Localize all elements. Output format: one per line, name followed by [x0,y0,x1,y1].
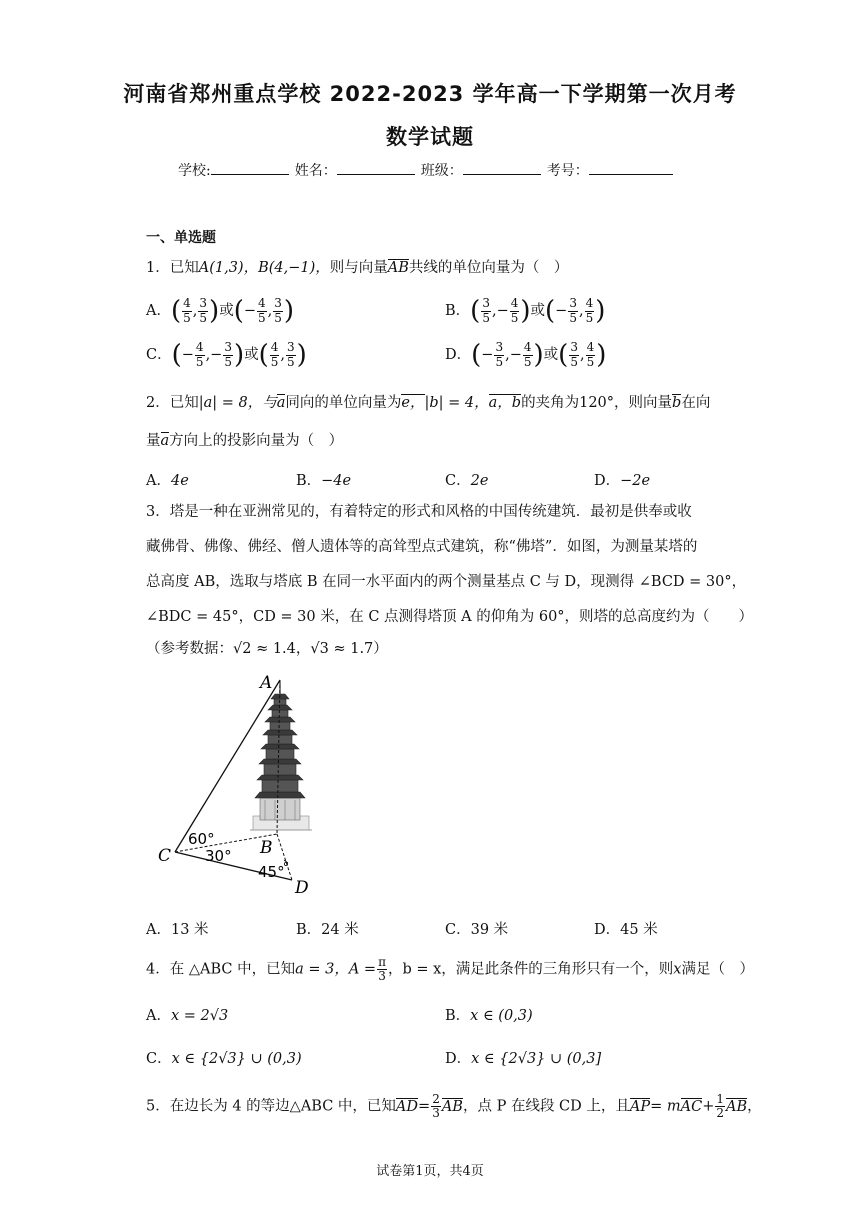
question-2-stem-line2: 量a方向上的投影向量为（ ） [146,433,344,449]
label-b: B [260,838,273,858]
q1-text: 1．已知 [146,260,199,276]
section-heading: 一、单选题 [146,230,216,246]
label-c: C [158,846,172,866]
question-3-line2: 藏佛骨、佛像、佛经、僧人遗体等的高耸型点式建筑，称“佛塔”．如图，为测量某塔的 [146,539,698,555]
q2-option-b[interactable]: B．−4e [296,473,352,489]
name-label: 姓名： [294,163,337,179]
q3-option-d[interactable]: D．45 米 [594,922,658,938]
q1-option-b[interactable]: B．( $\frac{3}{5}$ ,− $\frac{4}{5}$ )或(− $\frac{3}{5}$ , $\frac{4}{5}$ ) [445,296,606,326]
q4-option-b[interactable]: B．x ∈ (0,3) [445,1008,533,1024]
label-a: A [260,673,273,693]
exam-no-label: 考号： [546,163,589,179]
option-label: A． [146,303,171,319]
q3-option-a[interactable]: A．13 米 [146,922,209,938]
q2-option-c[interactable]: C．2e [445,473,489,489]
angle-30-label: 30° [205,847,232,865]
page-title: 河南省郑州重点学校 2022-2023 学年高一下学期第一次月考 [123,82,737,106]
class-blank [463,162,541,175]
student-info-row [178,160,679,180]
q2-option-a[interactable]: A．4e [146,473,189,489]
q1-point-a: A(1,3)， [198,260,259,276]
q4-option-a[interactable]: A．x = 2√3 [146,1008,229,1024]
q4-option-d[interactable]: D．x ∈ {2√3} ∪ (0,3] [445,1051,602,1067]
page-footer: 试卷第1页，共4页 [376,1164,484,1179]
q1-point-b: B(4,−1)， [258,260,330,276]
question-2-stem: 2．已知|a| = 8，与a同向的单位向量为e，|b| = 4，a，b的夹角为120°，则向量b在向 [146,395,711,411]
q1-option-a[interactable]: A．( $\frac{4}{5}$ , $\frac{3}{5}$ )或(− $\frac{4}{5}$ , $\frac{3}{5}$ ) [146,296,295,326]
school-label: 学校: [178,163,211,179]
question-5-stem: 5．在边长为 4 的等边△ABC 中，已知AD= $\frac{2}{3}$ AB，点 P 在线段 CD 上，且AP= mAC+ $\frac{1}{2}$ AB， [146,1092,762,1121]
q3-option-b[interactable]: B．24 米 [296,922,359,938]
page-subtitle: 数学试题 [386,125,474,149]
question-1-stem [146,261,568,276]
question-3-line4: ∠BDC = 45°，CD = 30 米，在 C 点测得塔顶 A 的仰角为 60°，则塔的总高度约为（ ） [146,609,754,625]
class-label: 班级： [420,163,463,179]
q3-option-c[interactable]: C．39 米 [445,922,509,938]
option-label: B． [445,303,471,319]
option-label: D． [445,347,472,363]
name-blank [337,162,415,175]
question-3-reference-data: （参考数据：√2 ≈ 1.4，√3 ≈ 1.7） [146,641,388,657]
q1-vector-ab: AB [387,260,409,276]
question-4-stem: 4．在 △ABC 中，已知a = 3，A = $\frac{\pi}{3}$ ，b = x，满足此条件的三角形只有一个，则x满足（ ） [146,955,754,984]
exam-no-blank [589,162,673,175]
question-3-line1: 3．塔是一种在亚洲常见的，有着特定的形式和风格的中国传统建筑．最初是供奉或收 [146,504,692,520]
q2-option-d[interactable]: D．−2e [594,473,651,489]
pagoda-figure [150,668,330,898]
q1-option-c[interactable]: C．(− $\frac{4}{5}$ ,− $\frac{3}{5}$ )或( $\frac{4}{5}$ , $\frac{3}{5}$ ) [146,340,307,370]
school-blank [211,162,289,175]
option-label: C． [146,347,172,363]
q1-text: 共线的单位向量为（ ） [408,260,569,276]
q1-text: 则与向量 [329,260,388,276]
angle-45-label: 45° [258,863,285,881]
q4-option-c[interactable]: C．x ∈ {2√3} ∪ (0,3) [146,1051,302,1067]
pagoda-illustration [250,682,312,830]
angle-60-label: 60° [188,830,215,848]
label-d: D [295,878,309,898]
q1-option-d[interactable]: D．(− $\frac{3}{5}$ ,− $\frac{4}{5}$ )或( $\frac{3}{5}$ , $\frac{4}{5}$ ) [445,340,607,370]
question-3-line3: 总高度 AB，选取与塔底 B 在同一水平面内的两个测量基点 C 与 D，现测得 ∠BCD = 30°， [146,574,747,590]
